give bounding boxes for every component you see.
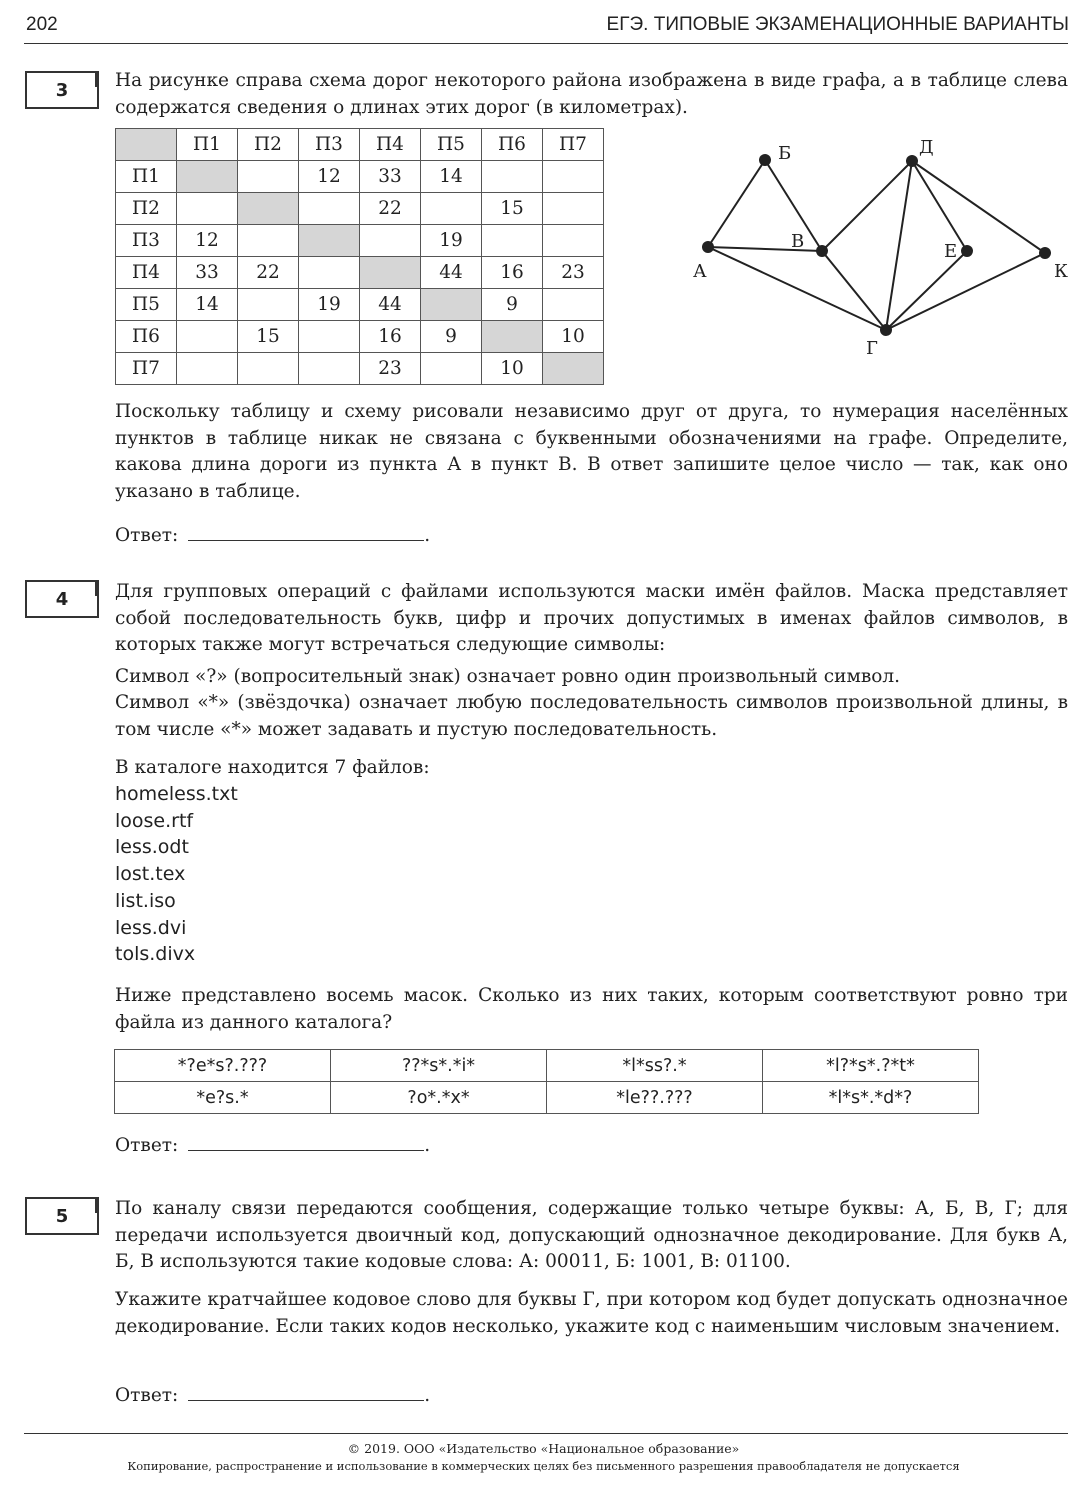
table-cell: 14 bbox=[177, 289, 238, 321]
table-cell: 12 bbox=[299, 161, 360, 193]
table-cell: 10 bbox=[543, 321, 604, 353]
table-cell: 9 bbox=[482, 289, 543, 321]
vertex-d bbox=[906, 155, 918, 167]
table-row bbox=[116, 321, 604, 353]
answer-label: Ответ: bbox=[115, 525, 179, 546]
table-cell: 44 bbox=[421, 257, 482, 289]
table-cell: 23 bbox=[543, 257, 604, 289]
table-cell bbox=[177, 161, 238, 193]
table-cell bbox=[421, 193, 482, 225]
footer-rule bbox=[24, 1433, 1068, 1434]
row-header: П6 bbox=[116, 321, 177, 353]
table-corner-cell bbox=[116, 129, 177, 161]
question-4-tick bbox=[95, 580, 97, 596]
table-row bbox=[116, 289, 604, 321]
answer-label: Ответ: bbox=[115, 1135, 179, 1156]
q3-answer: Ответ: . bbox=[115, 525, 431, 546]
table-cell bbox=[482, 321, 543, 353]
table-cell bbox=[421, 353, 482, 385]
edge-e-g bbox=[886, 251, 967, 330]
footer-notice: Копирование, распространение и использование в коммерческих целях без письменного разрешения правообладателя не допускается bbox=[127, 1459, 960, 1473]
col-header: П5 bbox=[421, 129, 482, 161]
list-item: tols.divx bbox=[115, 943, 196, 966]
col-header: П1 bbox=[177, 129, 238, 161]
table-cell bbox=[360, 225, 421, 257]
table-cell: 33 bbox=[360, 161, 421, 193]
q4-answer: Ответ: . bbox=[115, 1135, 431, 1156]
table-cell bbox=[482, 225, 543, 257]
question-3-tick bbox=[95, 71, 97, 87]
mask-cell: *l?*s*.?*t* bbox=[763, 1050, 979, 1082]
edge-k-g bbox=[886, 253, 1045, 330]
mask-cell: ??*s*.*i* bbox=[331, 1050, 547, 1082]
vertex-a bbox=[702, 241, 714, 253]
table-row bbox=[115, 1082, 979, 1114]
table-cell: 23 bbox=[360, 353, 421, 385]
table-cell: 44 bbox=[360, 289, 421, 321]
table-cell: 12 bbox=[177, 225, 238, 257]
row-header: П4 bbox=[116, 257, 177, 289]
list-item: loose.rtf bbox=[115, 809, 194, 832]
q5-intro: По каналу связи передаются сообщения, содержащие только четыре буквы: А, Б, В, Г; для передачи используется двоичный код, допускающий однозначное декодирование. Для букв А, Б, В используются такие кодовые слова: А: 00011, Б: 1001, В: 01100. bbox=[115, 1198, 1068, 1272]
vertex-label-d: Д bbox=[919, 137, 934, 158]
table-cell bbox=[238, 225, 299, 257]
col-header: П6 bbox=[482, 129, 543, 161]
vertex-b bbox=[759, 154, 771, 166]
road-graph bbox=[660, 128, 1080, 368]
vertex-label-a: А bbox=[693, 261, 707, 282]
q4-question: Ниже представлено восемь масок. Сколько из них таких, которым соответствуют ровно три файла из данного каталога? bbox=[115, 985, 1068, 1033]
col-header: П3 bbox=[299, 129, 360, 161]
table-row bbox=[116, 225, 604, 257]
vertex-label-b: Б bbox=[778, 143, 792, 164]
table-cell bbox=[299, 193, 360, 225]
answer-label: Ответ: bbox=[115, 1385, 179, 1406]
page-number: 202 bbox=[26, 14, 58, 35]
table-cell bbox=[543, 225, 604, 257]
edge-a-g bbox=[708, 247, 886, 330]
q5-answer: Ответ: . bbox=[115, 1385, 431, 1406]
running-title: ЕГЭ. ТИПОВЫЕ ЭКЗАМЕНАЦИОННЫЕ ВАРИАНТЫ bbox=[606, 14, 1069, 35]
q4-catalog-line: В каталоге находится 7 файлов: bbox=[115, 757, 430, 778]
vertex-label-v: В bbox=[791, 231, 805, 252]
row-header: П2 bbox=[116, 193, 177, 225]
table-cell: 16 bbox=[482, 257, 543, 289]
table-cell bbox=[543, 161, 604, 193]
table-cell bbox=[543, 353, 604, 385]
question-5-number: 5 bbox=[25, 1197, 99, 1235]
row-header: П1 bbox=[116, 161, 177, 193]
edge-d-e bbox=[912, 161, 967, 251]
q4-intro: Для групповых операций с файлами используются маски имён файлов. Маска представляет собой последовательность букв, цифр и прочих допустимых в именах файлов символов, в которых также могут встречаться следующие символы: bbox=[115, 581, 1068, 655]
mask-cell: *l*s*.*d*? bbox=[763, 1082, 979, 1114]
table-cell bbox=[238, 193, 299, 225]
file-list bbox=[115, 781, 238, 968]
table-cell bbox=[238, 289, 299, 321]
footer-copyright: © 2019. ООО «Издательство «Национальное образование» bbox=[347, 1441, 740, 1456]
table-row bbox=[116, 257, 604, 289]
edge-d-k bbox=[912, 161, 1045, 253]
edge-a-b bbox=[708, 160, 765, 247]
table-cell bbox=[177, 353, 238, 385]
mask-cell: ?o*.*x* bbox=[331, 1082, 547, 1114]
vertex-g bbox=[880, 324, 892, 336]
table-cell: 15 bbox=[482, 193, 543, 225]
answer-field[interactable] bbox=[188, 524, 424, 541]
question-4-number: 4 bbox=[25, 580, 99, 618]
col-header: П7 bbox=[543, 129, 604, 161]
distance-table bbox=[115, 128, 604, 385]
list-item: homeless.txt bbox=[115, 783, 238, 805]
mask-cell: *?e*s?.??? bbox=[115, 1050, 331, 1082]
row-header: П7 bbox=[116, 353, 177, 385]
table-cell: 10 bbox=[482, 353, 543, 385]
table-cell: 16 bbox=[360, 321, 421, 353]
q3-body: Поскольку таблицу и схему рисовали независимо друг от друга, то нумерация населённых пунктов в таблице никак не связана с буквенными обозначениями на графе. Определите, какова длина дороги из пункта А в пункт В. В ответ запишите целое число — так, как оно указано в таблице. bbox=[115, 401, 1068, 502]
table-cell: 33 bbox=[177, 257, 238, 289]
list-item: less.odt bbox=[115, 836, 189, 859]
vertex-label-k: К bbox=[1054, 261, 1068, 282]
edge-v-g bbox=[822, 251, 886, 330]
list-item: list.iso bbox=[115, 889, 176, 912]
row-header: П3 bbox=[116, 225, 177, 257]
header-rule bbox=[24, 43, 1068, 44]
table-cell: 9 bbox=[421, 321, 482, 353]
q4-rule-1: Символ «?» (вопросительный знак) означает ровно один произвольный символ. bbox=[115, 666, 901, 687]
row-header: П5 bbox=[116, 289, 177, 321]
table-cell: 22 bbox=[360, 193, 421, 225]
answer-field[interactable] bbox=[188, 1134, 424, 1151]
table-cell bbox=[299, 321, 360, 353]
table-row bbox=[116, 353, 604, 385]
q3-intro: На рисунке справа схема дорог некоторого района изображена в виде графа, а в таблице слева содержатся сведения о длинах этих дорог (в километрах). bbox=[115, 70, 1068, 118]
table-cell bbox=[299, 257, 360, 289]
question-3-number: 3 bbox=[25, 71, 99, 109]
table-cell bbox=[421, 289, 482, 321]
table-cell bbox=[360, 257, 421, 289]
vertex-k bbox=[1039, 247, 1051, 259]
table-cell bbox=[238, 161, 299, 193]
table-cell bbox=[543, 289, 604, 321]
table-cell: 19 bbox=[299, 289, 360, 321]
table-cell bbox=[177, 193, 238, 225]
answer-field[interactable] bbox=[188, 1384, 424, 1401]
table-row bbox=[116, 161, 604, 193]
table-row bbox=[115, 1050, 979, 1082]
edge-d-g bbox=[886, 161, 912, 330]
vertex-v bbox=[816, 245, 828, 257]
masks-table bbox=[114, 1049, 979, 1114]
mask-cell: *l*ss?.* bbox=[547, 1050, 763, 1082]
vertex-label-g: Г bbox=[866, 338, 878, 359]
table-cell: 19 bbox=[421, 225, 482, 257]
table-cell bbox=[177, 321, 238, 353]
q4-rule-2: Символ «*» (звёздочка) означает любую последовательность символов произвольной длины, в том числе «*» может задавать и пустую последовательность. bbox=[115, 692, 1068, 740]
mask-cell: *e?s.* bbox=[115, 1082, 331, 1114]
table-cell bbox=[238, 353, 299, 385]
col-header: П2 bbox=[238, 129, 299, 161]
table-header-row bbox=[116, 129, 604, 161]
q5-question: Укажите кратчайшее кодовое слово для буквы Г, при котором код будет допускать однозначное декодирование. Если таких кодов несколько, укажите код с наименьшим числовым значением. bbox=[115, 1289, 1068, 1337]
list-item: less.dvi bbox=[115, 916, 187, 939]
table-cell bbox=[299, 225, 360, 257]
question-5-tick bbox=[95, 1197, 97, 1213]
edge-v-d bbox=[822, 161, 912, 251]
list-item: lost.tex bbox=[115, 863, 186, 886]
table-row bbox=[116, 193, 604, 225]
table-cell bbox=[299, 353, 360, 385]
vertex-label-e: Е bbox=[944, 241, 958, 262]
table-cell: 14 bbox=[421, 161, 482, 193]
table-cell: 15 bbox=[238, 321, 299, 353]
vertex-e bbox=[961, 245, 973, 257]
table-cell: 22 bbox=[238, 257, 299, 289]
col-header: П4 bbox=[360, 129, 421, 161]
table-cell bbox=[482, 161, 543, 193]
mask-cell: *le??.??? bbox=[547, 1082, 763, 1114]
edge-a-v bbox=[708, 247, 822, 251]
table-cell bbox=[543, 193, 604, 225]
